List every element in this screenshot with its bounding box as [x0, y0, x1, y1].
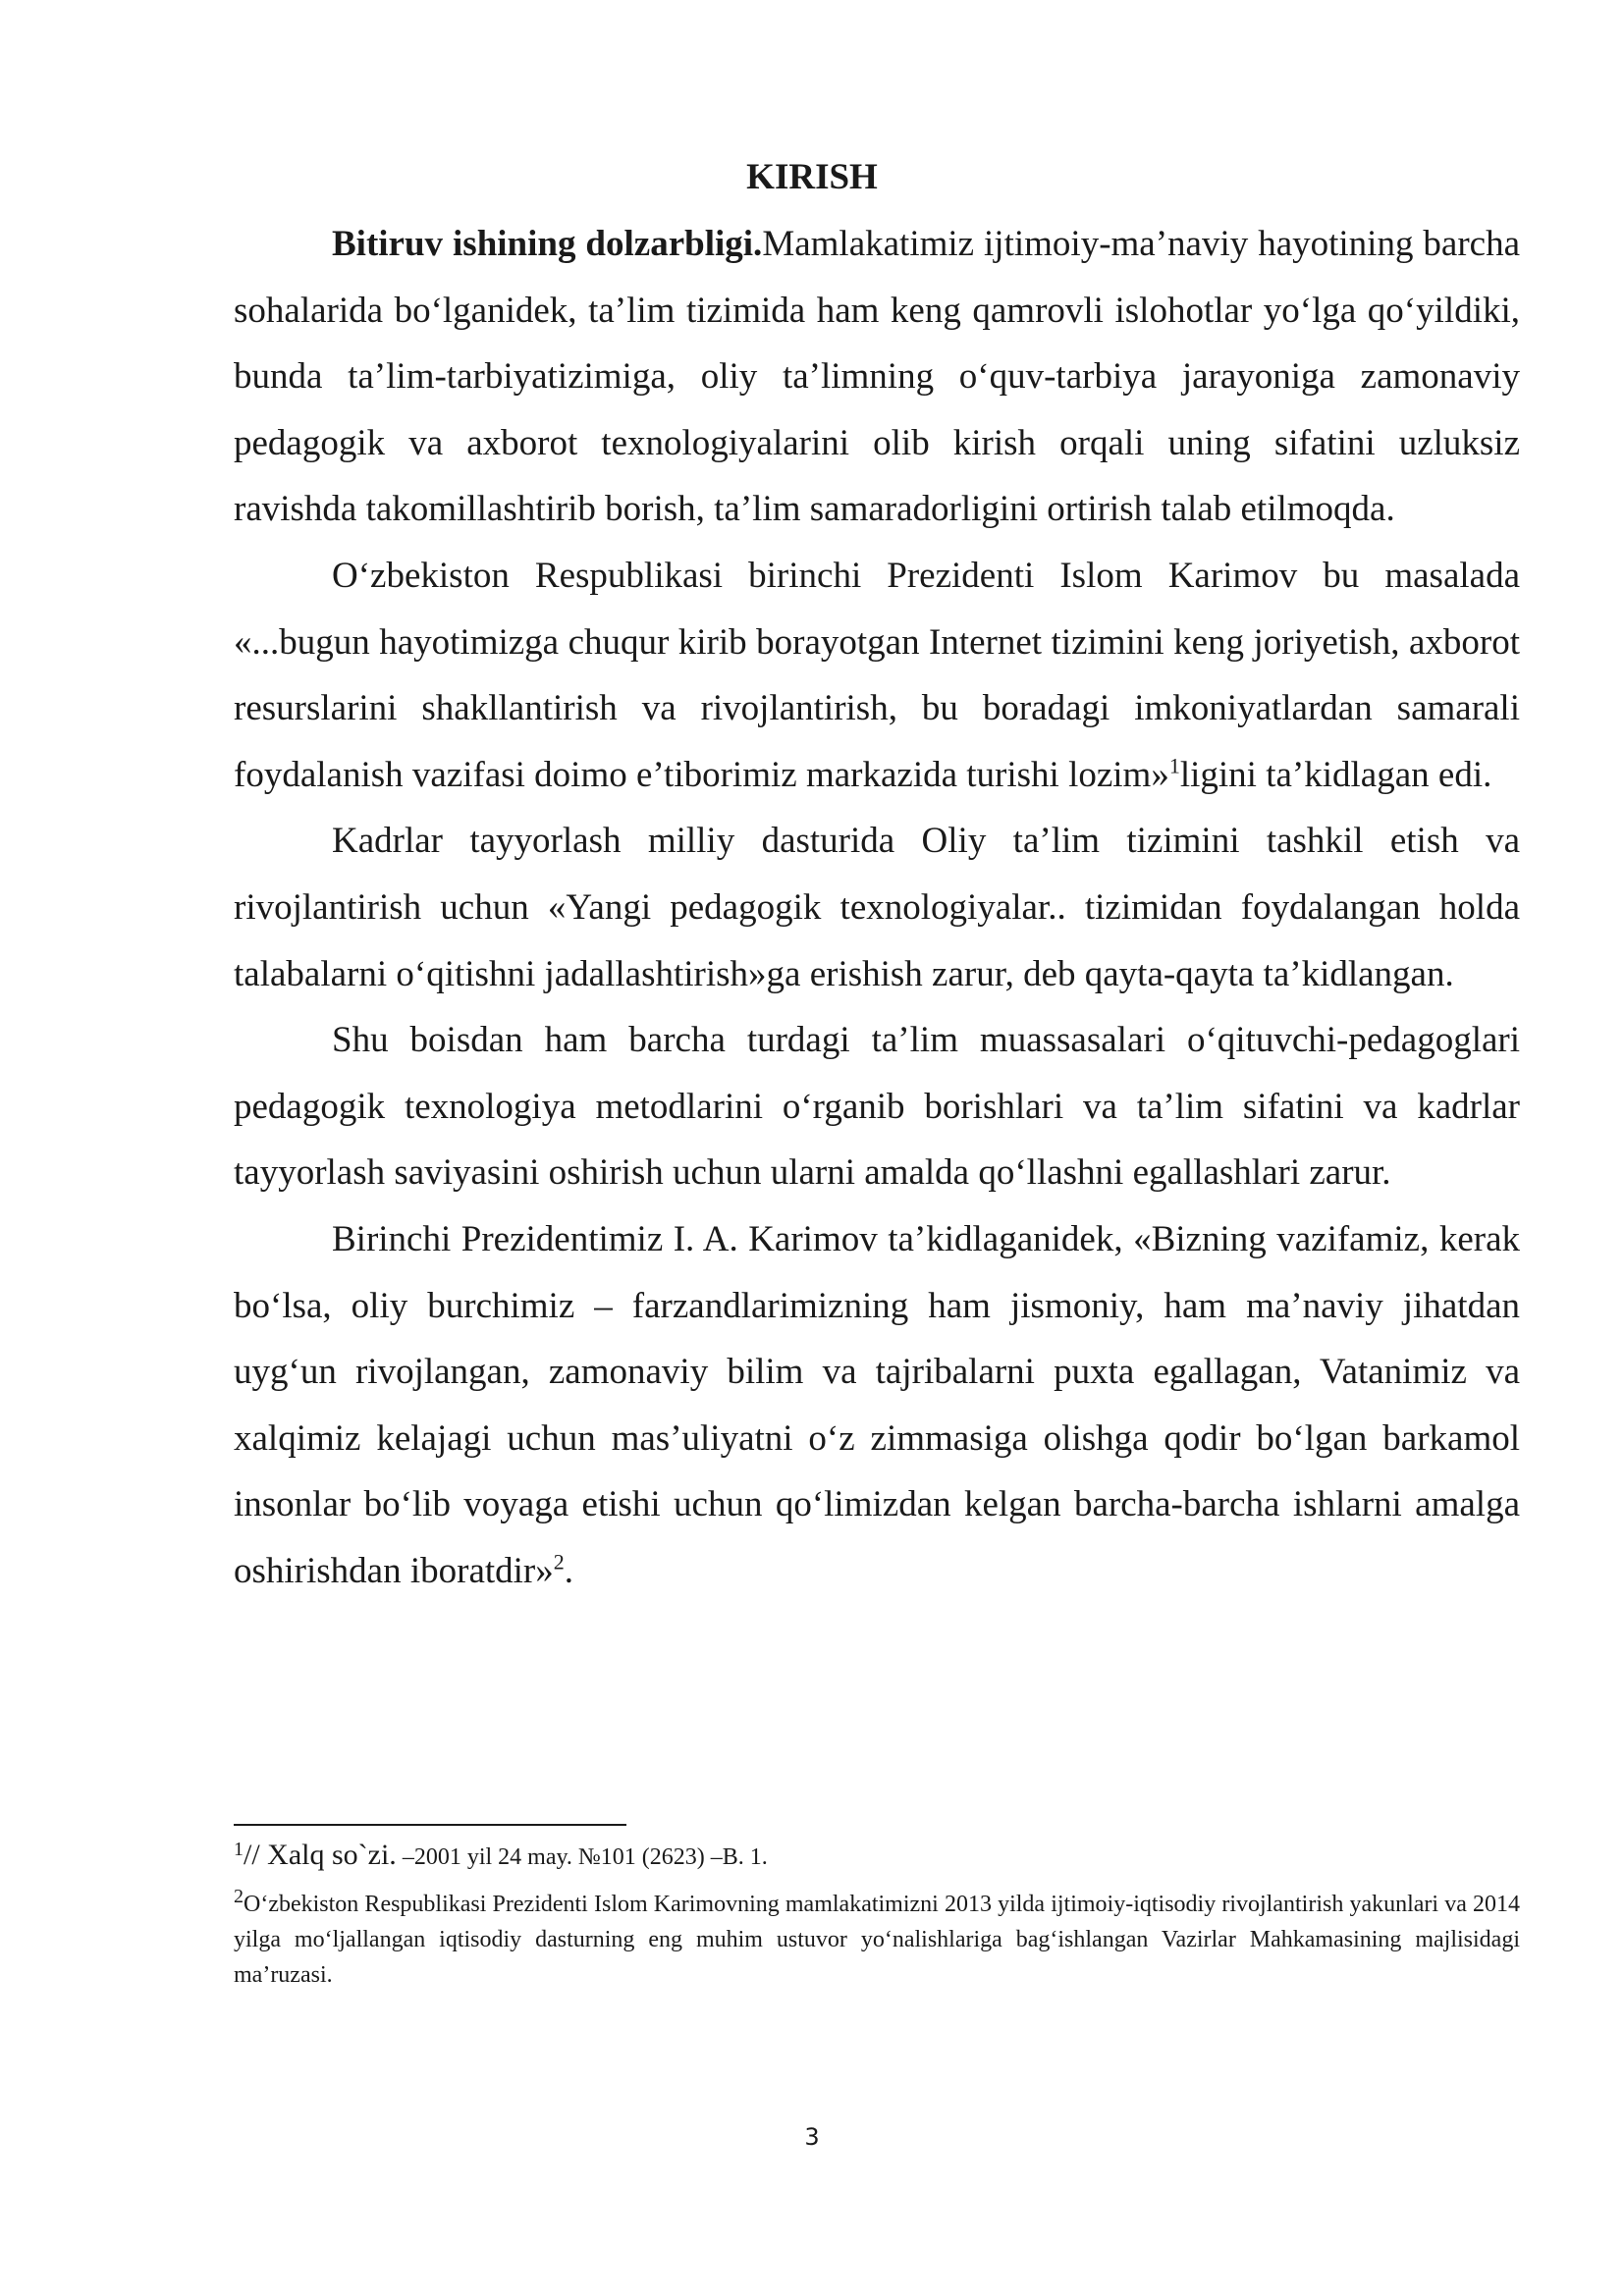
page-number: 3: [804, 2123, 820, 2151]
footnote-separator: [234, 1824, 626, 1826]
paragraph-karimov-quote: [234, 543, 1520, 808]
paragraph-text: Mamlakatimiz ijtimoiy-ma’naviy hayotining barcha sohalarida bo‘lganidek, ta’lim tizimida ham keng qamrovli islohotlar yo‘lga qo‘yildiki, bunda ta’lim-tarbiyatizimiga, oliy ta’limning o‘quv-tarbiya jarayoniga zamonaviy pedagogik va axborot texnologiyalarini olib kirish orqali uning sifatini uzluksiz ravishda takomillashtirib borish, ta’lim samaradorligini ortirish talab etilmoqda.: [234, 224, 1521, 530]
footnote-source: // Xalq so`zi.: [244, 1839, 397, 1871]
paragraph-national-program: [234, 808, 1520, 1007]
footnote-ref: 2: [553, 1549, 565, 1575]
page-title: KIRISH: [746, 157, 878, 197]
paragraph-lead: Bitiruv ishining dolzarbligi.: [332, 224, 763, 264]
paragraph-tail: .: [564, 1550, 574, 1591]
paragraph-text: Shu boisdan ham barcha turdagi ta’lim muassasalari o‘qituvchi-pedagoglari pedagogik texnologiya metodlarini o‘rganib borishlari va ta’lim sifatini va kadrlar tayyorlash saviyasini oshirish uchun ularni amalda qo‘llashni egallashlari zarur.: [234, 1020, 1520, 1194]
footnote-mark: 1: [234, 1839, 244, 1860]
footnote-1: [234, 1838, 1520, 1875]
paragraph-teachers: [234, 1007, 1520, 1206]
footnote-text: O‘zbekiston Respublikasi Prezidenti Islom Karimovning mamlakatimizni 2013 yilda ijtimoiy-iqtisodiy rivojlantirish yakunlari va 2014 yilga mo‘ljallangan iqtisodiy dasturning eng muhim ustuvor yo‘nalishlariga bag‘ishlangan Vazirlar Mahkamasining majlisidagi ma’ruzasi.: [234, 1892, 1520, 1988]
footnote-text: –2001 yil 24 may. №101 (2623) –B. 1.: [396, 1844, 768, 1870]
paragraph-tail: ligini ta’kidlagan edi.: [1179, 754, 1492, 795]
paragraph-text: Birinchi Prezidentimiz I. A. Karimov ta’kidlaganidek, «Bizning vazifamiz, kerak bo‘lsa, oliy burchimiz – farzandlarimizning ham jismoniy, ham ma’naviy jihatdan uyg‘un rivojlangan, zamonaviy bilim va tajribalarni puxta egallagan, Vatanimiz va xalqimiz kelajagi uchun mas’uliyatni o‘z zimmasiga olishga qodir bo‘lgan barkamol insonlar bo‘lib voyaga etishi uchun qo‘limizdan kelgan barcha-barcha ishlarni amalga oshirishdan iboratdir»: [234, 1218, 1520, 1591]
footnote-ref: 1: [1168, 753, 1180, 778]
footnote-2: [234, 1887, 1520, 1993]
paragraph-relevance: [234, 211, 1520, 543]
paragraph-text: O‘zbekiston Respublikasi birinchi Prezidenti Islom Karimov bu masalada «...bugun hayotimizga chuqur kirib borayotgan Internet tizimini keng joriyetish, axborot resurslarini shakllantirish va rivojlantirish, bu boradagi imkoniyatlardan samarali foydalanish vazifasi doimo e’tiborimiz markazida turishi lozim»: [234, 555, 1520, 795]
paragraph-president-quote: [234, 1206, 1520, 1605]
footnote-mark: 2: [234, 1886, 244, 1907]
footnotes: [234, 1838, 1520, 2004]
paragraph-text: Kadrlar tayyorlash milliy dasturida Oliy ta’lim tizimini tashkil etish va rivojlantirish uchun «Yangi pedagogik texnologiyalar.. tizimidan foydalangan holda talabalarni o‘qitishni jadallashtirish»ga erishish zarur, deb qayta-qayta ta’kidlangan.: [234, 821, 1520, 994]
body-text: [234, 211, 1520, 1604]
